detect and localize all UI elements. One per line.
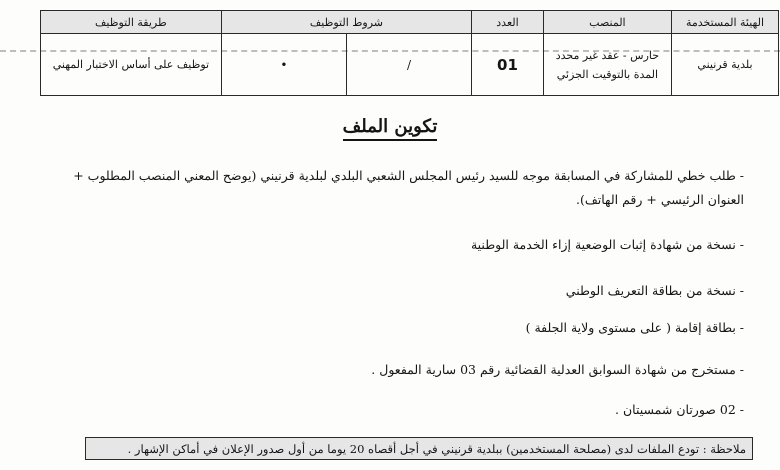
list-item: - 02 صورتان شمسيتان .	[615, 402, 744, 417]
header-method: طريقة التوظيف	[41, 11, 222, 34]
cell-post-line1: حارس - عقد غير محدد	[555, 48, 660, 62]
header-org: الهيئة المستخدمة	[672, 11, 779, 34]
table-row	[41, 34, 779, 96]
recruitment-table	[40, 10, 779, 96]
note-box: ملاحظة : تودع الملفات لدى (مصلحة المستخدمين) ببلدية قرنيني في أجل أقصاه 20 يوما من أول صدور الإعلان في أماكن الإشهار .	[85, 437, 753, 460]
table-header-row	[41, 11, 779, 34]
section-title: تكوين الملف	[0, 116, 780, 137]
list-item: - طلب خطي للمشاركة في المسابقة موجه للسيد رئيس المجلس الشعبي البلدي لبلدية قرنيني (يوضح المعني المنصب المطلوب + العنوان الرئيسي + رقم الهاتف).	[73, 168, 744, 207]
cell-method: توظيف على أساس الاختبار المهني	[41, 34, 222, 96]
cell-org: بلدية قرنيني	[672, 34, 779, 96]
cell-count-value: 01	[497, 55, 518, 74]
header-conditions: شروط التوظيف	[221, 11, 471, 34]
cell-condition-a: /	[346, 34, 471, 96]
cell-condition-b: •	[221, 34, 346, 96]
list-item: - بطاقة إقامة ( على مستوى ولاية الجلفة )	[525, 320, 744, 335]
cell-count	[472, 34, 544, 96]
cell-post	[543, 34, 671, 96]
list-item: - نسخة من شهادة إثبات الوضعية إزاء الخدمة الوطنية	[470, 237, 744, 252]
list-item: - نسخة من بطاقة التعريف الوطني	[565, 283, 744, 298]
list-item: - مستخرج من شهادة السوابق العدلية القضائية رقم 03 سارية المفعول .	[371, 362, 744, 377]
header-post: المنصب	[543, 11, 671, 34]
header-count: العدد	[472, 11, 544, 34]
cell-post-line2: المدة بالتوقيت الجزئي	[556, 67, 659, 81]
